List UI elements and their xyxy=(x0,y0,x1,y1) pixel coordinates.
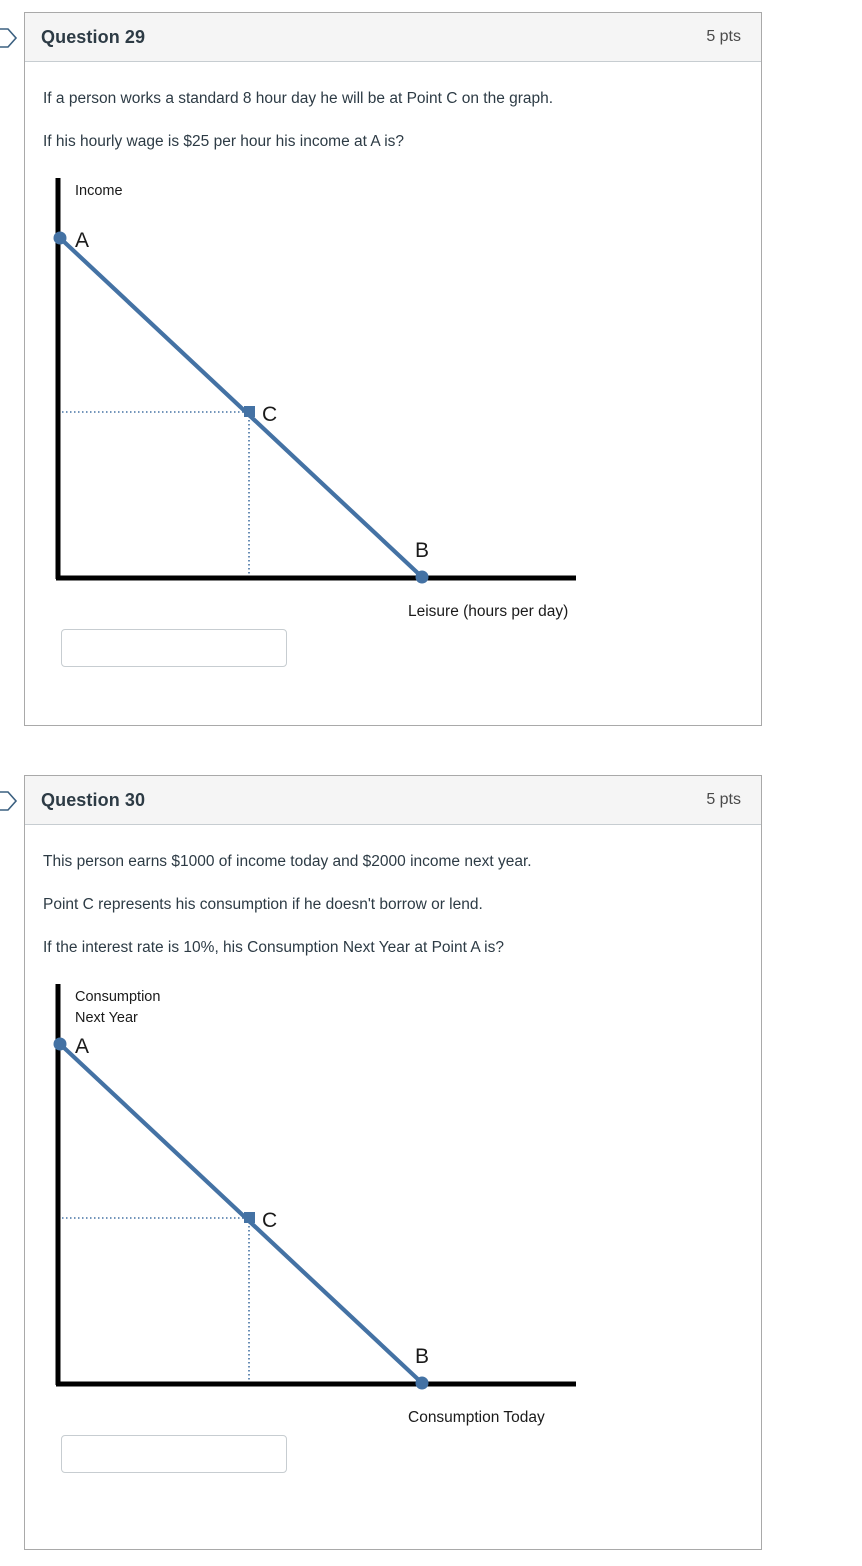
graph-svg-29 xyxy=(43,174,743,629)
question-text-line-2: If his hourly wage is $25 per hour his income at A is? xyxy=(43,133,405,150)
question-points-29: 5 pts xyxy=(706,28,741,45)
point-c-marker-29 xyxy=(244,406,255,417)
question-title-29: Question 29 xyxy=(41,26,146,47)
question-text-line-1: This person earns $1000 of income today and $2000 income next year. xyxy=(43,853,532,870)
answer-row-29 xyxy=(43,629,743,667)
question-card-30 xyxy=(24,775,762,1550)
graph-income-leisure xyxy=(43,174,743,629)
question-text-line-2: Point C represents his consumption if he doesn't borrow or lend. xyxy=(43,896,483,913)
question-body-30 xyxy=(25,825,761,1473)
question-header-30 xyxy=(25,776,761,825)
graph-consumption xyxy=(43,980,743,1435)
point-b-label-29: B xyxy=(415,539,430,562)
point-c-label-29: C xyxy=(262,403,278,426)
question-text-line-1: If a person works a standard 8 hour day he will be at Point C on the graph. xyxy=(43,90,554,107)
answer-input-30[interactable] xyxy=(61,1435,287,1473)
point-c-label-30: C xyxy=(262,1209,278,1232)
x-axis-label-29: Leisure (hours per day) xyxy=(408,603,569,620)
point-a-marker-29 xyxy=(54,232,67,245)
x-axis-label-30: Consumption Today xyxy=(408,1409,545,1426)
question-body-29 xyxy=(25,62,761,667)
budget-line-30 xyxy=(60,1044,422,1383)
point-c-marker-30 xyxy=(244,1212,255,1223)
point-a-label-30: A xyxy=(75,1035,90,1058)
question-header-29 xyxy=(25,13,761,62)
budget-line-29 xyxy=(60,238,422,577)
answer-input-29[interactable] xyxy=(61,629,287,667)
point-a-marker-30 xyxy=(54,1038,67,1051)
bookmark-flag-icon[interactable] xyxy=(0,25,20,51)
question-points-30: 5 pts xyxy=(706,791,741,808)
question-card-29 xyxy=(24,12,762,726)
y-axis-label-29: Income xyxy=(75,183,123,199)
graph-svg-30 xyxy=(43,980,743,1435)
question-text-line-3: If the interest rate is 10%, his Consumption Next Year at Point A is? xyxy=(43,939,504,956)
point-b-marker-29 xyxy=(416,571,429,584)
question-title-30: Question 30 xyxy=(41,789,146,810)
bookmark-flag-icon[interactable] xyxy=(0,788,20,814)
y-axis-label-30-line1: Consumption xyxy=(75,989,161,1005)
point-a-label-29: A xyxy=(75,229,90,252)
point-b-marker-30 xyxy=(416,1377,429,1390)
point-b-label-30: B xyxy=(415,1345,430,1368)
answer-row-30 xyxy=(43,1435,743,1473)
y-axis-label-30-line2: Next Year xyxy=(75,1010,138,1026)
